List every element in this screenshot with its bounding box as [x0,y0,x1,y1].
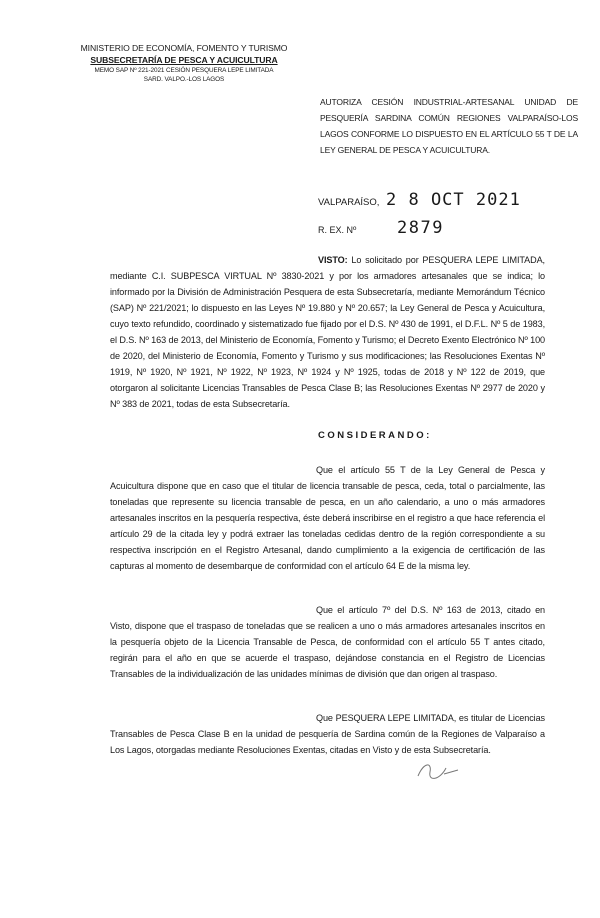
considerando-text: Que el artículo 7º del D.S. Nº 163 de 2013, citado en Visto, dispone que el traspaso de toneladas que se realicen a uno o más armadores artesanales inscritos en la pesquería objeto de la Licencia Transable de Pesca, de conformidad con el artículo 55 T antes citado, regirán para el año en que se acuerde el traspaso, dejándose constancia en el Registro de Licencias Transables de la individualización de las unidades mínimas de división que dan origen al traspaso. [110,605,545,679]
considerando-text: Que el artículo 55 T de la Ley General de Pesca y Acuicultura dispone que en caso que el titular de licencia transable de pesca, ceda, total o parcialmente, las toneladas que represente su licencia transable de pesca, en un año calendario, a uno o más armadores artesanales inscritos en la pesquería respectiva, éste deberá inscribirse en el registro a que hace referencia el artículo 29 de la citada ley y podrá extraer las toneladas cedidas dentro de la región correspondiente a su respectiva inscripción en el Registro Artesanal, dando cumplimiento a la exigencia de certificación de las capturas al momento de desembarque de conformidad con el artículo 64 E de la misma ley. [110,465,545,571]
date-stamp: 2 8 OCT 2021 [386,190,521,210]
visto-heading: VISTO: [318,255,348,265]
considerando-paragraph-2 [110,602,545,682]
rex-number: 2879 [397,218,444,238]
considerando-paragraph-3 [110,710,545,758]
considerando-paragraph-1 [110,462,545,574]
considerando-text: Que PESQUERA LEPE LIMITADA, es titular de Licencias Transables de Pesca Clase B en la unidad de pesquería de Sardina común de la Regiones de Valparaíso a Los Lagos, otorgadas mediante Resoluciones Exentas, citadas en Visto y de esta Subsecretaría. [110,713,545,755]
file-reference: SARD. VALPO.-LOS LAGOS [143,76,225,83]
letterhead [74,42,294,84]
initials-mark [410,758,470,784]
considerando-heading: CONSIDERANDO: [318,430,432,441]
ministry-name: MINISTERIO DE ECONOMÍA, FOMENTO Y TURISMO [80,43,288,53]
memo-reference: MEMO SAP Nº 221-2021 CESIÓN PESQUERA LEPE LIMITADA [94,67,274,74]
place-label: VALPARAÍSO, [318,197,380,208]
visto-text: Lo solicitado por PESQUERA LEPE LIMITADA, mediante C.I. SUBPESCA VIRTUAL Nº 3830-2021 y por los armadores artesanales que se indica; lo informado por la División de Administración Pesquera de esta Subsecretaría, mediante Memorándum Técnico (SAP) Nº 221/2021; lo dispuesto en las Leyes Nº 19.880 y Nº 20.657; la Ley General de Pesca y Acuicultura, cuyo texto refundido, coordinado y sistematizado fue fijado por el D.S. Nº 430 de 1991, el D.F.L. Nº 5 de 1983, el D.S. Nº 163 de 2013, del Ministerio de Economía, Fomento y Turismo; el Decreto Exento Electrónico Nº 100 de 2020, del Ministerio de Economía, Fomento y Turismo y sus modificaciones; las Resoluciones Exentas Nº 1919, Nº 1920, Nº 1921, Nº 1922, Nº 1923, Nº 1924 y Nº 1925, todas de 2018 y Nº 122 de 2019, que otorgaron al solicitante Licencias Transables de Pesca Clase B; las Resoluciones Exentas Nº 2977 de 2020 y Nº 383 de 2021, todas de esta Subsecretaría. [110,255,545,409]
subsecretaria-name: SUBSECRETARÍA DE PESCA Y ACUICULTURA [90,55,278,65]
rex-label: R. EX. Nº [318,225,357,235]
visto-paragraph [110,252,545,412]
resolution-subject: AUTORIZA CESIÓN INDUSTRIAL-ARTESANAL UNIDAD DE PESQUERÍA SARDINA COMÚN REGIONES VALPARAÍSO-LOS LAGOS CONFORME LO DISPUESTO EN EL ARTÍCULO 55 T DE LA LEY GENERAL DE PESCA Y ACUICULTURA. [320,97,578,155]
